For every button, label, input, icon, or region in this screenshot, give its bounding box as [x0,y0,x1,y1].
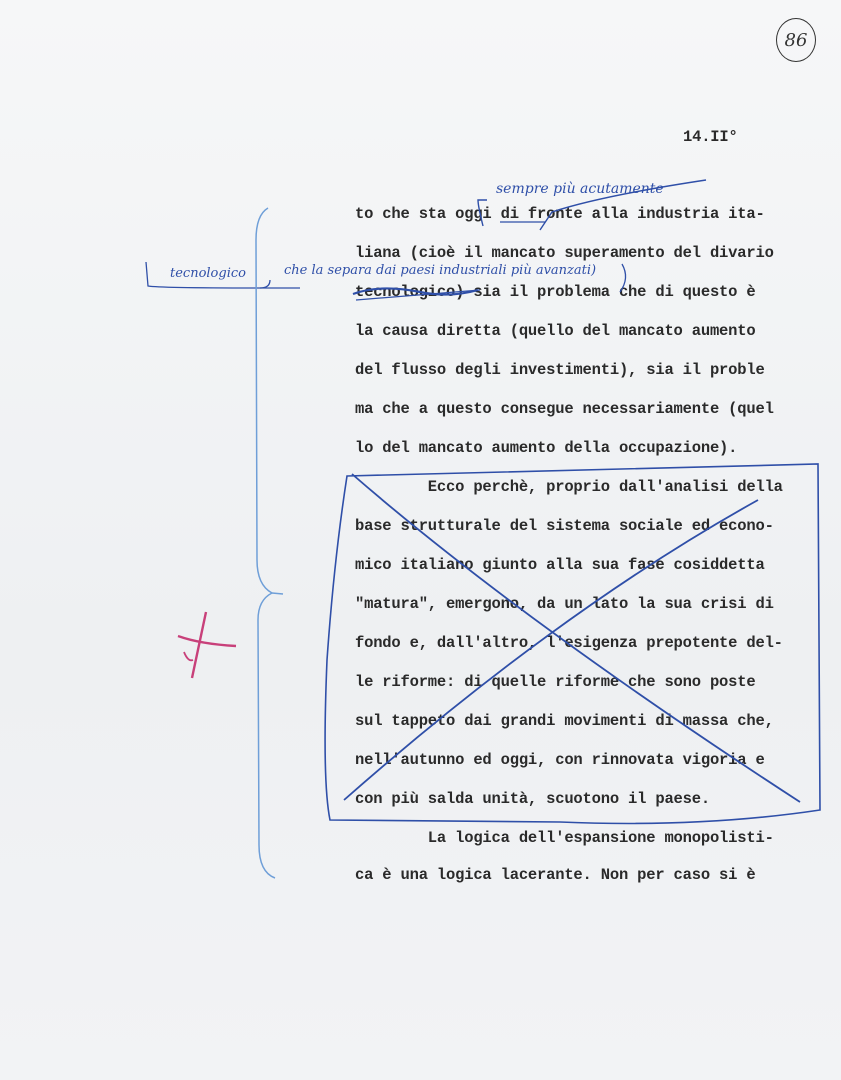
text-line-9: base strutturale del sistema sociale ed econo- [355,517,774,535]
text-line-15: nell'autunno ed oggi, con rinnovata vigoria e [355,751,765,769]
text-line-18: ca è una logica lacerante. Non per caso si è [355,866,756,884]
handwritten-insert-top: sempre più acutamente [496,181,664,197]
text-line-14: sul tappeto dai grandi movimenti di massa che, [355,712,774,730]
red-cross-vertical [192,612,206,678]
text-line-11: "matura", emergono, da un lato la sua crisi di [355,595,774,613]
text-line-8: Ecco perchè, proprio dall'analisi della [355,478,783,496]
page-number: 86 [784,29,808,51]
curly-brace-mark [256,208,275,878]
text-line-2: liana (cioè il mancato superamento del divario [355,244,774,262]
handwritten-insert-middle: che la separa dai paesi industriali più avanzati) [284,263,597,278]
page-number-stamp [776,18,816,62]
text-line-16: con più salda unità, scuotono il paese. [355,790,710,808]
handwritten-margin-note: tecnologico [170,266,246,281]
text-line-4: la causa diretta (quello del mancato aumento [355,322,756,340]
text-line-10: mico italiano giunto alla sua fase cosiddetta [355,556,765,574]
header-reference: 14.II° [683,128,738,146]
text-line-17: La logica dell'espansione monopolisti- [355,829,774,847]
text-line-1: to che sta oggi di fronte alla industria ita- [355,205,765,223]
red-cross-horizontal [178,636,236,646]
text-line-12: fondo e, dall'altro, l'esigenza prepotente del- [355,634,783,652]
text-line-6: ma che a questo consegue necessariamente (quel [355,400,774,418]
text-line-3: tecnologico) sia il problema che di questo è [355,283,756,301]
text-line-13: le riforme: di quelle riforme che sono poste [355,673,756,691]
text-line-5: del flusso degli investimenti), sia il proble [355,361,765,379]
text-line-7: lo del mancato aumento della occupazione). [355,439,738,457]
